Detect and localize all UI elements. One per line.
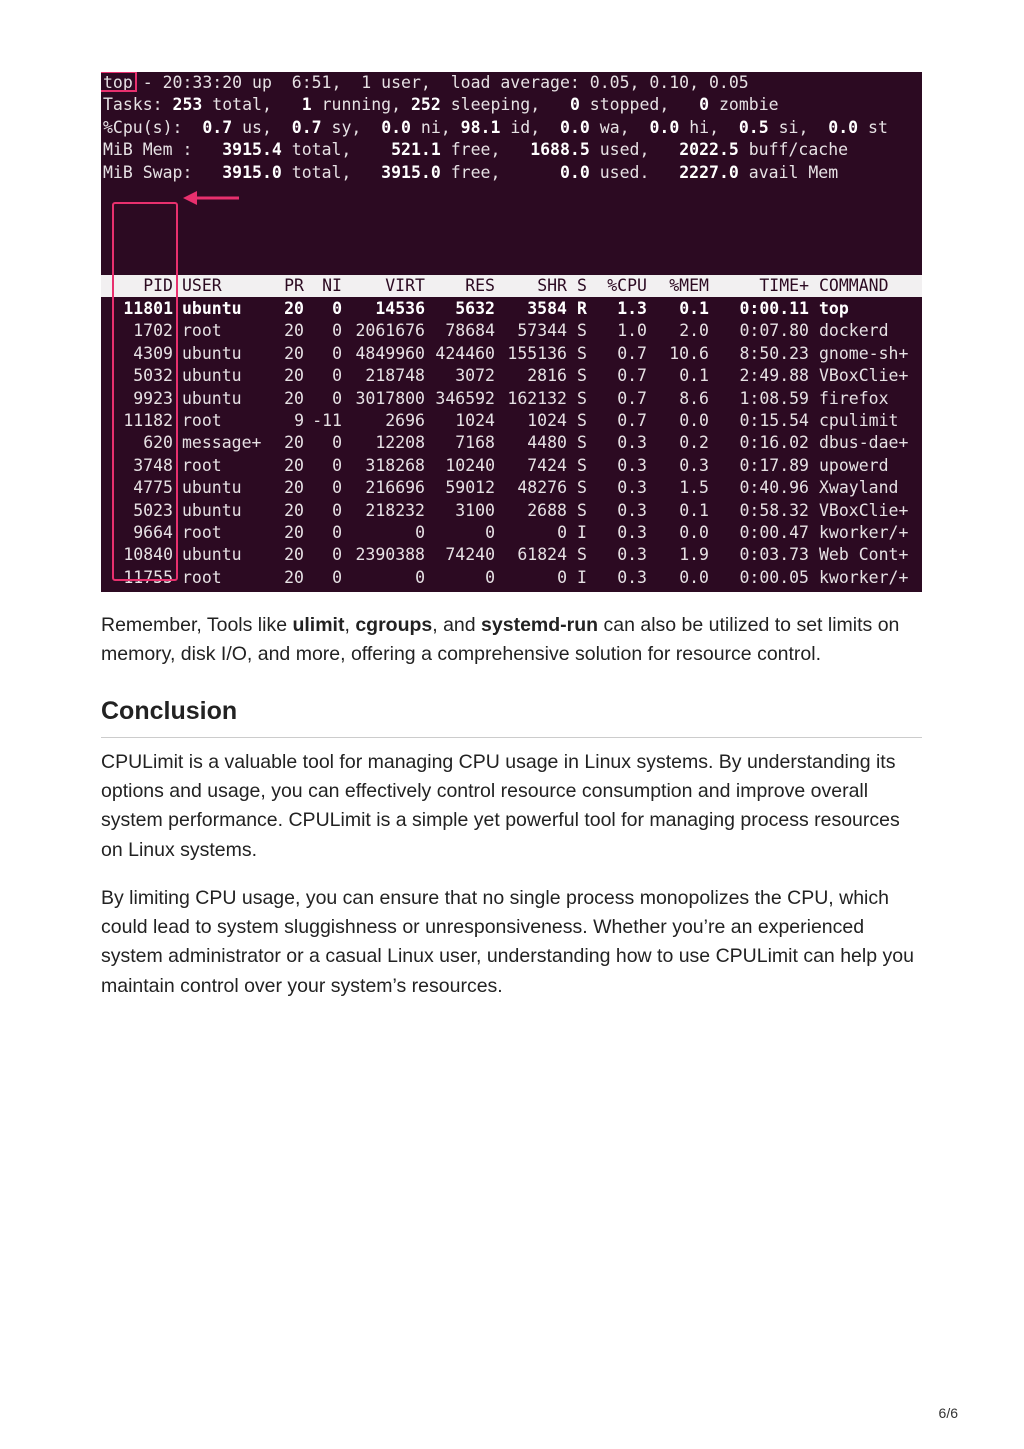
cell-ni [332, 589, 342, 592]
column-header-res: RES [465, 276, 495, 295]
cell-command: firefox [819, 388, 889, 408]
swap-segment: avail Mem [738, 162, 839, 182]
cell-s: S [577, 433, 587, 453]
cell-res: 1024 [455, 411, 495, 430]
tasks-segment: 253 [172, 95, 203, 115]
tasks-segment: total, [202, 95, 302, 115]
cell-pr: 20 [284, 545, 304, 565]
cell-user [182, 589, 222, 592]
column-header-cpu: %CPU [607, 276, 647, 295]
cell-mem: 0.3 [679, 455, 709, 475]
cell-shr [527, 589, 567, 592]
cell-s: S [577, 343, 587, 363]
arrow-left-icon [181, 188, 241, 208]
process-row [101, 500, 922, 522]
uptime-text: - 20:33:20 up 6:51, 1 user, load average: 0.05, 0.10, 0.05 [132, 73, 749, 92]
cell-cpu: 0.3 [617, 523, 647, 542]
cell-pr: 20 [284, 478, 304, 498]
cell-user: ubuntu [182, 500, 242, 520]
cell-user: ubuntu [182, 388, 242, 408]
cell-time: 0:07.80 [739, 321, 809, 341]
cpu-segment: us, [232, 117, 292, 137]
cell-shr: 3584 [527, 299, 567, 318]
column-header-shr: SHR [537, 276, 567, 295]
tasks-segment: 252 [410, 95, 441, 115]
pid-column-highlight-box [112, 202, 178, 581]
swap-segment: 3915.0 [381, 162, 441, 182]
tasks-segment: 1 [301, 95, 312, 115]
cell-res [445, 589, 495, 592]
cell-pid: 1702 [133, 321, 173, 341]
mem-line [103, 139, 848, 161]
heading-divider [101, 737, 922, 738]
column-header-pid: PID [143, 276, 173, 295]
cell-ni: 0 [332, 478, 342, 498]
cpu-segment: 0.7 [202, 117, 233, 137]
cell-pr: 20 [284, 366, 304, 386]
mem-segment: free, [440, 140, 531, 160]
cell-res: 0 [485, 523, 495, 542]
cpu-segment: ni, [411, 117, 461, 137]
cell-res: 0 [485, 567, 495, 587]
mem-segment: 2022.5 [679, 140, 739, 160]
cell-res: 7168 [455, 433, 495, 453]
note-text-2: , [344, 614, 356, 636]
process-row [101, 477, 922, 499]
cpu-segment: %Cpu(s): [103, 117, 203, 137]
terminal-screenshot [101, 72, 922, 592]
cpu-segment: st [858, 117, 888, 137]
cell-time: 0:40.96 [739, 478, 809, 498]
process-row [101, 544, 922, 566]
cell-user: ubuntu [182, 478, 242, 498]
cell-cpu: 0.7 [617, 366, 647, 386]
cell-res: 74240 [445, 545, 495, 565]
cell-pr: 20 [284, 500, 304, 520]
cell-command: upowerd [819, 455, 889, 475]
tasks-segment: 0 [569, 95, 580, 115]
cell-s: R [577, 299, 587, 318]
cell-time: 2:49.88 [739, 366, 809, 386]
cell-time: 8:50.23 [739, 343, 809, 363]
swap-segment: used. [589, 162, 680, 182]
cell-cpu: 0.3 [617, 567, 647, 587]
cpu-segment: si, [768, 117, 829, 137]
cell-res: 78684 [445, 321, 495, 341]
cell-command: gnome-sh+ [819, 343, 909, 363]
cell-command: Web Cont+ [819, 545, 909, 565]
cell-time: 0:16.02 [739, 433, 809, 453]
cpu-segment: 0.7 [291, 117, 322, 137]
process-row [101, 455, 922, 477]
cell-mem: 0.0 [679, 523, 709, 542]
cell-command [819, 589, 889, 592]
mem-segment: total, [281, 140, 392, 160]
cell-time: 1:08.59 [739, 388, 809, 408]
tasks-segment: sleeping, [440, 95, 570, 115]
mem-segment: used, [589, 140, 680, 160]
process-row [101, 432, 922, 454]
cell-mem: 1.5 [679, 478, 709, 498]
cell-res: 5632 [455, 299, 495, 318]
cell-command: dockerd [819, 321, 889, 341]
cell-time: 0:03.73 [739, 545, 809, 565]
cell-pid [163, 589, 173, 592]
swap-segment: MiB Swap: [103, 162, 223, 182]
cell-shr: 2688 [527, 500, 567, 520]
cell-user: message+ [182, 433, 262, 453]
cell-user: root [182, 411, 222, 430]
cpu-segment: 0.0 [560, 117, 590, 137]
cell-shr: 7424 [527, 455, 567, 475]
cell-user: root [182, 321, 222, 341]
cpu-line [103, 117, 888, 139]
cell-res: 59012 [445, 478, 495, 498]
cell-s: S [577, 388, 587, 408]
tools-note-paragraph [101, 611, 923, 669]
column-header-command: COMMAND [819, 276, 889, 295]
cell-command: kworker/+ [819, 567, 909, 587]
conclusion-paragraph-1: CPULimit is a valuable tool for managing CPU usage in Linux systems. By understanding its options and usage, you can effectively control resource consumption and improve overall system performance. CPULimit is a simple yet powerful tool for managing process resources on Linux systems. [101, 751, 900, 861]
process-row [101, 365, 922, 387]
cell-cpu: 0.3 [617, 455, 647, 475]
cell-command: cpulimit [819, 411, 899, 430]
cell-virt: 0 [415, 567, 425, 587]
cell-res: 346592 [435, 388, 495, 408]
cell-shr: 48276 [517, 478, 567, 498]
cell-cpu: 0.7 [617, 343, 647, 363]
cell-mem: 1.9 [679, 545, 709, 565]
cell-cpu: 0.3 [617, 545, 647, 565]
cell-mem: 10.6 [669, 343, 709, 363]
cell-mem: 0.1 [679, 366, 709, 386]
top-command-label: top [103, 73, 133, 92]
cpu-segment: sy, [321, 117, 382, 137]
cell-shr: 155136 [507, 343, 567, 363]
cell-virt: 3017800 [355, 388, 425, 408]
cell-pr: 20 [284, 321, 304, 341]
process-row [101, 410, 922, 432]
process-row [101, 320, 922, 342]
cell-pr: 20 [284, 388, 304, 408]
column-header-s: S [577, 276, 587, 295]
cell-pid: 11182 [123, 411, 173, 430]
cell-pr [284, 589, 304, 592]
cell-pr: 9 [294, 411, 304, 430]
cell-shr: 2816 [527, 366, 567, 386]
cell-cpu [617, 589, 647, 592]
tasks-segment: running, [311, 95, 411, 115]
cell-pid: 3748 [133, 455, 173, 475]
cell-user: ubuntu [182, 545, 242, 565]
cell-command: VBoxClie+ [819, 500, 909, 520]
cpu-segment: 98.1 [460, 117, 501, 137]
cpu-segment: 0.5 [738, 117, 769, 137]
cell-pr: 20 [284, 343, 304, 363]
cell-virt: 4849960 [355, 343, 425, 363]
cell-command: VBoxClie+ [819, 366, 909, 386]
cell-pid: 11755 [123, 567, 173, 587]
cell-pr: 20 [284, 299, 304, 318]
cell-pid: 620 [143, 433, 173, 453]
cell-virt: 2390388 [355, 545, 425, 565]
cell-virt: 14536 [375, 299, 425, 318]
cell-user: ubuntu [182, 299, 242, 318]
swap-segment: 0.0 [560, 162, 590, 182]
process-row [101, 388, 922, 410]
cell-ni: -11 [312, 411, 342, 430]
top-highlight-box [101, 72, 137, 92]
cell-time: 0:17.89 [739, 455, 809, 475]
cell-time: 0:00.47 [739, 523, 809, 542]
cell-cpu: 0.3 [617, 500, 647, 520]
cell-command: dbus-dae+ [819, 433, 909, 453]
cell-mem: 0.1 [679, 299, 709, 318]
cell-res: 10240 [445, 455, 495, 475]
cell-cpu: 0.3 [617, 433, 647, 453]
column-header-virt: VIRT [385, 276, 425, 295]
cell-shr: 0 [557, 523, 567, 542]
cell-command: top [819, 299, 849, 318]
cell-user: root [182, 523, 222, 542]
cell-shr: 61824 [517, 545, 567, 565]
tasks-segment: 0 [699, 95, 710, 115]
cell-virt: 2061676 [355, 321, 425, 341]
cell-pid: 10840 [123, 545, 173, 565]
note-text-3: , and [432, 614, 482, 636]
cell-cpu: 0.7 [617, 411, 647, 430]
cell-pr: 20 [284, 523, 304, 542]
cpu-segment: hi, [679, 117, 739, 137]
cell-s: S [577, 411, 587, 430]
swap-segment: 3915.0 [222, 162, 282, 182]
cell-command: Xwayland [819, 478, 899, 498]
cell-time: 0:58.32 [739, 500, 809, 520]
swap-segment: free, [440, 162, 560, 182]
cell-virt: 0 [415, 523, 425, 542]
note-bold-systemd-run: systemd-run [481, 614, 599, 636]
tasks-segment: zombie [709, 95, 779, 115]
cell-pr: 20 [284, 433, 304, 453]
cell-virt: 318268 [365, 455, 425, 475]
process-table-header [101, 275, 922, 297]
cell-time: 0:00.05 [739, 567, 809, 587]
cell-ni: 0 [332, 567, 342, 587]
cell-ni: 0 [332, 523, 342, 542]
cell-virt: 12208 [375, 433, 425, 453]
cell-s: S [577, 321, 587, 341]
cell-s: I [577, 523, 587, 542]
mem-segment: buff/cache [738, 140, 849, 160]
mem-segment: 1688.5 [530, 140, 590, 160]
column-header-mem: %MEM [669, 276, 709, 295]
cell-s: S [577, 366, 587, 386]
cell-ni: 0 [332, 545, 342, 565]
process-row [101, 343, 922, 365]
cell-pr: 20 [284, 567, 304, 587]
process-row [101, 589, 922, 592]
note-bold-ulimit: ulimit [292, 614, 345, 636]
mem-segment: 521.1 [391, 140, 441, 160]
cell-virt: 216696 [365, 478, 425, 498]
cell-ni: 0 [332, 321, 342, 341]
cell-ni: 0 [332, 388, 342, 408]
cell-mem: 0.0 [679, 567, 709, 587]
cell-s: S [577, 545, 587, 565]
cell-virt [375, 589, 425, 592]
cell-pid: 5023 [133, 500, 173, 520]
cell-ni: 0 [332, 343, 342, 363]
cell-mem: 0.1 [679, 500, 709, 520]
cell-pr: 20 [284, 455, 304, 475]
cell-res: 3072 [455, 366, 495, 386]
cell-s: I [577, 567, 587, 587]
cell-command: kworker/+ [819, 523, 909, 542]
cell-time: 0:15.54 [739, 411, 809, 430]
column-header-user: USER [182, 276, 222, 295]
cell-pid: 4309 [133, 343, 173, 363]
cell-shr: 4480 [527, 433, 567, 453]
cell-mem: 0.2 [679, 433, 709, 453]
cell-cpu: 0.7 [617, 388, 647, 408]
swap-segment: 2227.0 [679, 162, 739, 182]
note-text-4: can also be utilized to set limits on memory, disk I/O, and more, offering a comprehensive solution for resource control. [101, 614, 900, 666]
cell-shr: 162132 [507, 388, 567, 408]
cell-s [577, 589, 587, 592]
cell-virt: 218232 [365, 500, 425, 520]
cell-shr: 0 [557, 567, 567, 587]
cell-ni: 0 [332, 433, 342, 453]
cpu-segment: 0.0 [828, 117, 859, 137]
page-number: 6/6 [938, 1405, 958, 1421]
mem-segment: 3915.4 [222, 140, 282, 160]
cell-shr: 57344 [517, 321, 567, 341]
process-row [101, 522, 922, 544]
cell-mem: 8.6 [679, 388, 709, 408]
cell-user: root [182, 567, 222, 587]
cell-mem [679, 589, 709, 592]
swap-segment: total, [281, 162, 382, 182]
conclusion-heading: Conclusion [101, 697, 238, 725]
cell-user: root [182, 455, 222, 475]
cell-ni: 0 [332, 455, 342, 475]
tasks-segment: stopped, [579, 95, 700, 115]
cell-time [739, 589, 809, 592]
cell-user: ubuntu [182, 366, 242, 386]
cell-shr: 1024 [527, 411, 567, 430]
cell-s: S [577, 455, 587, 475]
cpu-segment: wa, [589, 117, 650, 137]
note-text-1: Remember, Tools like [101, 614, 293, 636]
cell-mem: 2.0 [679, 321, 709, 341]
column-header-time: TIME+ [759, 276, 809, 295]
tasks-line [103, 94, 779, 116]
cell-cpu: 1.0 [617, 321, 647, 341]
cell-ni: 0 [332, 500, 342, 520]
cell-pid: 11801 [123, 299, 173, 318]
cell-pid: 4775 [133, 478, 173, 498]
cell-ni: 0 [332, 299, 342, 318]
cell-user: ubuntu [182, 343, 242, 363]
uptime-line [103, 72, 749, 94]
cpu-segment: 0.0 [649, 117, 680, 137]
process-row [101, 567, 922, 589]
column-header-pr: PR [284, 276, 304, 295]
cpu-segment: 0.0 [381, 117, 411, 137]
mem-segment: MiB Mem : [103, 140, 223, 160]
cell-pid: 9923 [133, 388, 173, 408]
cell-mem: 0.0 [679, 411, 709, 430]
cell-cpu: 1.3 [617, 299, 647, 318]
cell-s: S [577, 478, 587, 498]
cell-virt: 2696 [385, 411, 425, 430]
cell-virt: 218748 [365, 366, 425, 386]
swap-line [103, 162, 838, 184]
conclusion-paragraph-2: By limiting CPU usage, you can ensure that no single process monopolizes the CPU, which could lead to system sluggishness or unresponsiveness. Whether you’re an experienced system administrator or a casual Linux user, understanding how to use CPULimit can help you maintain control over your system’s resources. [101, 887, 914, 997]
cpu-segment: id, [500, 117, 561, 137]
column-header-ni: NI [322, 276, 342, 295]
tasks-segment: Tasks: [103, 95, 173, 115]
cell-cpu: 0.3 [617, 478, 647, 498]
cell-time: 0:00.11 [739, 299, 809, 318]
note-bold-cgroups: cgroups [355, 614, 433, 636]
cell-ni: 0 [332, 366, 342, 386]
cell-res: 3100 [455, 500, 495, 520]
process-row [101, 298, 922, 320]
cell-res: 424460 [435, 343, 495, 363]
cell-pid: 5032 [133, 366, 173, 386]
cell-s: S [577, 500, 587, 520]
cell-pid: 9664 [133, 523, 173, 542]
